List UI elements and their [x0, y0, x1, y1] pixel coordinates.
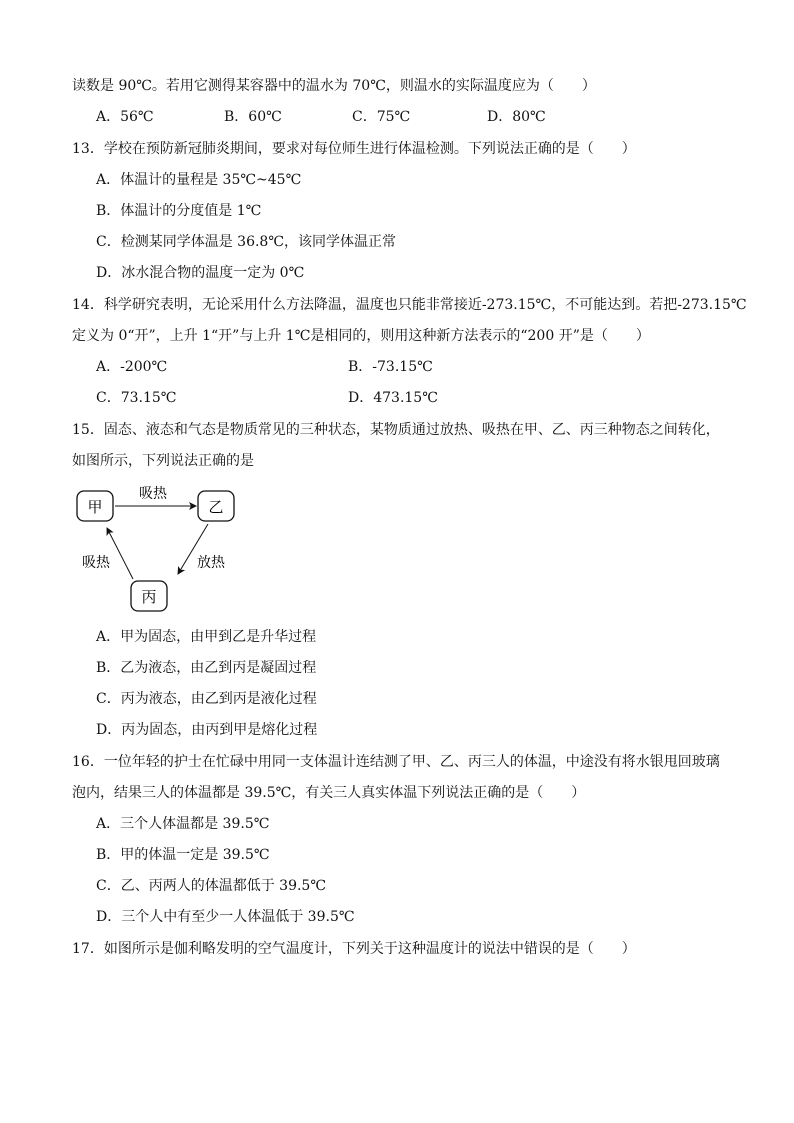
q16-option-c[interactable]: C．乙、丙两人的体温都低于 39.5℃ [96, 878, 326, 894]
q16-line1: 16．一位年轻的护士在忙碌中用同一支体温计连结测了甲、乙、丙三人的体温，中途没有将水银甩回玻璃 [72, 754, 720, 770]
q14-option-a[interactable]: A．-200℃ [96, 359, 168, 375]
q12-line1: 读数是 90℃。若用它测得某容器中的温水为 70℃，则温水的实际温度应为（ ） [72, 78, 596, 94]
q13-option-d[interactable]: D．冰水混合物的温度一定为 0℃ [96, 265, 305, 281]
arrow-bing-to-jia [107, 528, 133, 579]
label-bing-jia: 吸热 [82, 555, 110, 571]
q12-option-c[interactable]: C．75℃ [352, 109, 411, 125]
q13-option-c[interactable]: C．检测某同学体温是 36.8℃，该同学体温正常 [96, 234, 396, 250]
q15-line2: 如图所示，下列说法正确的是 [72, 453, 254, 469]
q15-option-d[interactable]: D．丙为固态，由丙到甲是熔化过程 [96, 722, 318, 738]
q16-line2: 泡内，结果三人的体温都是 39.5℃，有关三人真实体温下列说法正确的是（ ） [72, 785, 586, 801]
q12-option-d[interactable]: D．80℃ [487, 109, 546, 125]
q14-line1: 14．科学研究表明，无论采用什么方法降温，温度也只能非常接近-273.15℃，不可能达到。若把-273.15℃ [72, 297, 747, 313]
q12-option-a[interactable]: A．56℃ [96, 109, 154, 125]
q15-line1: 15．固态、液态和气态是物质常见的三种状态，某物质通过放热、吸热在甲、乙、丙三种物态之间转化， [72, 422, 720, 438]
q14-line2: 定义为 0“开”，上升 1“开”与上升 1℃是相同的，则用这种新方法表示的“200 开”是（ ） [72, 328, 650, 344]
q16-option-b[interactable]: B．甲的体温一定是 39.5℃ [96, 847, 270, 863]
q15-option-a[interactable]: A．甲为固态，由甲到乙是升华过程 [96, 629, 317, 645]
node-jia-label: 甲 [87, 498, 103, 516]
label-jia-yi: 吸热 [139, 486, 167, 502]
q16-option-a[interactable]: A．三个人体温都是 39.5℃ [96, 816, 270, 832]
q15-option-c[interactable]: C．丙为液态，由乙到丙是液化过程 [96, 691, 317, 707]
q15-option-b[interactable]: B．乙为液态，由乙到丙是凝固过程 [96, 660, 317, 676]
q14-option-c[interactable]: C．73.15℃ [96, 390, 177, 406]
node-yi-label: 乙 [208, 498, 224, 516]
q14-option-d[interactable]: D．473.15℃ [348, 390, 438, 406]
q13-option-a[interactable]: A．体温计的量程是 35℃~45℃ [96, 172, 302, 188]
q16-option-d[interactable]: D．三个人中有至少一人体温低于 39.5℃ [96, 909, 355, 925]
q13-stem: 13．学校在预防新冠肺炎期间，要求对每位师生进行体温检测。下列说法正确的是（ ） [72, 141, 636, 157]
state-transition-diagram [60, 478, 260, 618]
node-bing-label: 丙 [141, 588, 157, 606]
q14-option-b[interactable]: B．-73.15℃ [348, 359, 433, 375]
label-yi-bing: 放热 [197, 555, 225, 571]
q13-option-b[interactable]: B．体温计的分度值是 1℃ [96, 203, 262, 219]
q17-stem: 17．如图所示是伽利略发明的空气温度计，下列关于这种温度计的说法中错误的是（ ） [72, 941, 636, 957]
q12-option-b[interactable]: B．60℃ [224, 109, 282, 125]
